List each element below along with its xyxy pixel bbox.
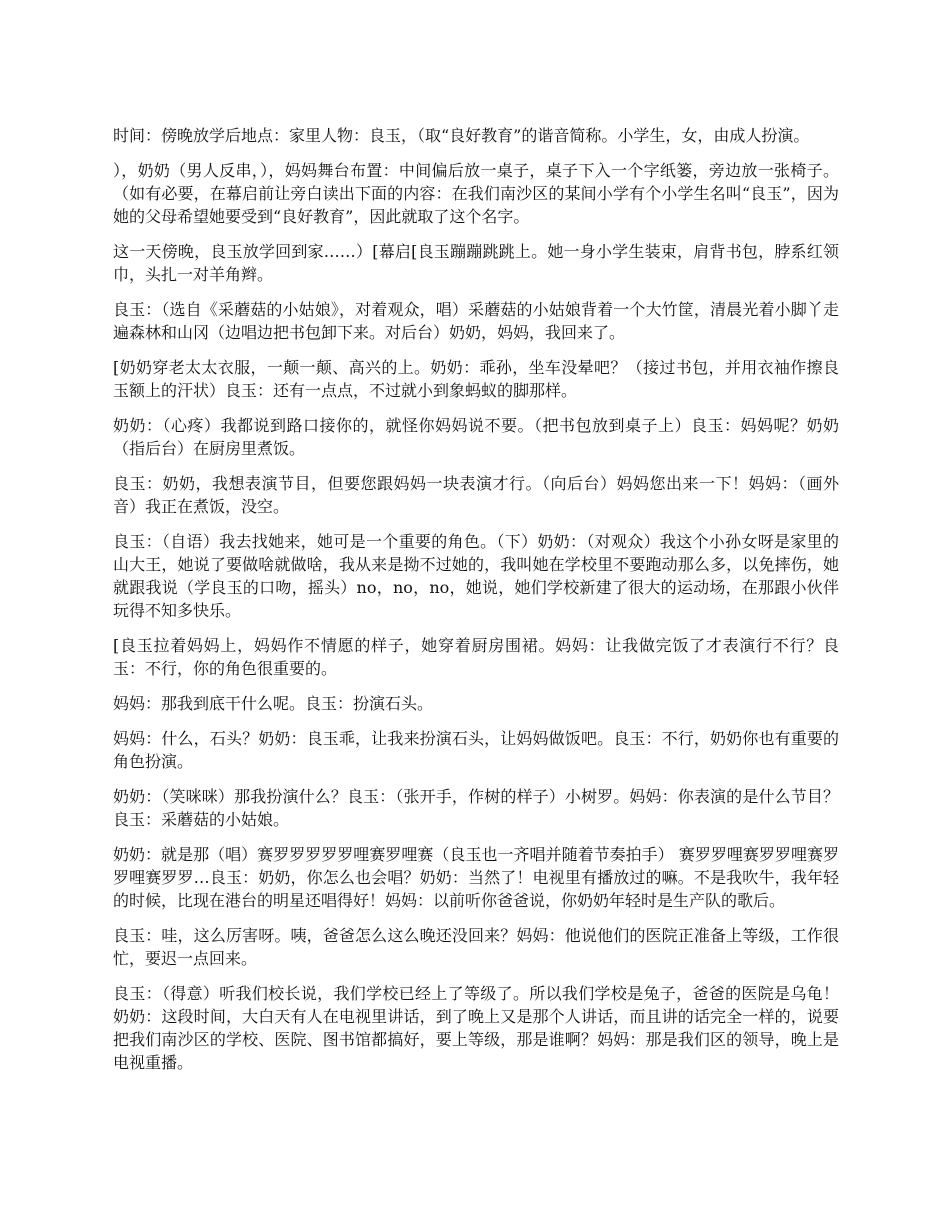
paragraph: 奶奶：（心疼）我都说到路口接你的，就怪你妈妈说不要。（把书包放到桌子上）良玉：妈妈呢？奶奶（指后台）在厨房里煮饭。 <box>113 416 839 458</box>
document-body <box>113 124 839 1086</box>
paragraph: 良玉：奶奶，我想表演节目，但要您跟妈妈一块表演才行。（向后台）妈妈您出来一下！妈妈：（画外音）我正在煮饭，没空。 <box>113 474 839 516</box>
paragraph: 这一天傍晚，良玉放学回到家……）[幕启[良玉蹦蹦跳跳上。她一身小学生装束，肩背书包，脖系红领巾，头扎一对羊角辫。 <box>113 242 839 284</box>
paragraph: 奶奶：就是那（唱）赛罗罗罗罗罗哩赛罗哩赛（良玉也一齐唱并随着节奏拍手） 赛罗罗哩赛罗罗哩赛罗罗哩赛罗罗…良玉：奶奶，你怎么也会唱？奶奶：当然了！电视里有播放过的嘛。不是我吹牛，我年轻的时候，比现在港台的明星还唱得好！妈妈：以前听你爸爸说，你奶奶年轻时是生产队的歌后。 <box>113 845 839 910</box>
paragraph: 良玉：（自语）我去找她来，她可是一个重要的角色。（下）奶奶：（对观众）我这个小孙女呀是家里的山大王，她说了要做啥就做啥，我从来是拗不过她的，我叫她在学校里不要跑动那么多，以免摔伤，她就跟我说（学良玉的口吻，摇头）no，no，no，她说，她们学校新建了很大的运动场，在那跟小伙伴玩得不知多快乐。 <box>113 532 839 620</box>
paragraph: 时间：傍晚放学后地点：家里人物：良玉，（取“良好教育”的谐音简称。小学生，女，由成人扮演。 <box>113 126 810 145</box>
paragraph: 奶奶：（笑咪咪）那我扮演什么？良玉：（张开手，作树的样子）小树罗。妈妈：你表演的是什么节目？良玉：采蘑菇的小姑娘。 <box>113 787 839 829</box>
paragraph: 妈妈：那我到底干什么呢。良玉：扮演石头。 <box>113 694 434 713</box>
paragraph: 妈妈：什么，石头？奶奶：良玉乖，让我来扮演石头，让妈妈做饭吧。良玉：不行，奶奶你也有重要的角色扮演。 <box>113 729 839 771</box>
paragraph: 良玉：哇，这么厉害呀。咦，爸爸怎么这么晚还没回来？妈妈：他说他们的医院正准备上等级，工作很忙，要迟一点回来。 <box>113 926 839 968</box>
paragraph: [良玉拉着妈妈上，妈妈作不情愿的样子，她穿着厨房围裙。妈妈：让我做完饭了才表演行不行？良玉：不行，你的角色很重要的。 <box>113 636 839 678</box>
paragraph: 良玉：（选自《采蘑菇的小姑娘》，对着观众，唱）采蘑菇的小姑娘背着一个大竹筐，清晨光着小脚丫走遍森林和山冈（边唱边把书包卸下来。对后台）奶奶，妈妈，我回来了。 <box>113 300 839 342</box>
paragraph: 良玉：（得意）听我们校长说，我们学校已经上了等级了。所以我们学校是兔子，爸爸的医院是乌龟！奶奶：这段时间，大白天有人在电视里讲话，到了晚上又是那个人讲话，而且讲的话完全一样的，说要把我们南沙区的学校、医院、图书馆都搞好，要上等级，那是谁啊？妈妈：那是我们区的领导，晚上是电视重播。 <box>113 984 839 1072</box>
paragraph: [奶奶穿老太太衣服，一颠一颠、高兴的上。奶奶：乖孙，坐车没晕吧？（接过书包，并用衣袖作擦良玉额上的汗状）良玉：还有一点点，不过就小到象蚂蚁的脚那样。 <box>113 358 839 400</box>
paragraph: ），奶奶（男人反串，），妈妈舞台布置：中间偏后放一桌子，桌子下入一个字纸篓，旁边放一张椅子。（如有必要，在幕启前让旁白读出下面的内容：在我们南沙区的某间小学有个小学生名叫“良玉”，因为她的父母希望她要受到“良好教育”，因此就取了这个名字。 <box>113 161 839 226</box>
